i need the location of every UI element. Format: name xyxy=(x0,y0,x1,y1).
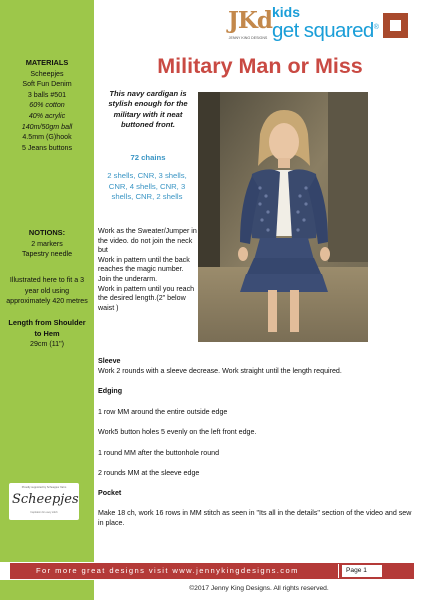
notions-heading: NOTIONS: xyxy=(28,228,66,237)
work-line: Join the underarm. xyxy=(98,274,158,283)
sleeve-heading: Sleeve xyxy=(98,357,121,365)
page-number: Page 1 xyxy=(346,567,367,574)
length-block xyxy=(4,318,90,350)
get-squared-text: get squared xyxy=(272,18,374,42)
notion-item: 2 markers xyxy=(31,239,63,248)
length-value: 29cm (11") xyxy=(30,340,64,349)
pocket-heading: Pocket xyxy=(98,489,122,497)
jkd-logo: JKd xyxy=(228,7,272,34)
sidebar xyxy=(0,0,94,600)
material-item: Scheepjes xyxy=(30,69,64,78)
material-item: 3 balls #501 xyxy=(27,90,67,99)
sponsor-subline: Inspiration for every stitch xyxy=(30,511,58,514)
scheepjes-logo-card xyxy=(9,483,79,520)
notions-block xyxy=(4,228,90,260)
edging-line: 2 rounds MM at the sleeve edge xyxy=(98,469,200,477)
materials-heading: MATERIALS xyxy=(25,58,69,67)
length-heading: Length from Shoulder to Hem xyxy=(8,318,86,338)
copyright: ©2017 Jenny King Designs. All rights reserved. xyxy=(189,585,329,592)
kids-logo-text: kids xyxy=(272,4,301,20)
footer-divider xyxy=(338,564,339,578)
girl-in-cardigan-photo xyxy=(198,92,368,342)
material-item: Soft Fun Denim xyxy=(22,80,72,89)
model-photo xyxy=(198,92,368,342)
edging-line: Work5 button holes 5 evenly on the left front edge. xyxy=(98,428,257,436)
material-item: 4.5mm (G)hook xyxy=(22,133,72,142)
edging-line: 1 round MM after the buttonhole round xyxy=(98,449,220,457)
trademark-mark: ® xyxy=(373,24,379,31)
brand-logo xyxy=(228,4,416,46)
material-item: 140m/50gm ball xyxy=(21,122,73,131)
edging-heading: Edging xyxy=(98,387,123,395)
work-instructions xyxy=(98,227,198,313)
get-squared-logo-text xyxy=(272,16,378,43)
pocket-text: Make 18 ch, work 16 rows in MM stitch as seen in "Its all in the details" section of the video and sew in place. xyxy=(98,509,412,527)
material-item: 5 Jeans buttons xyxy=(21,143,73,152)
edging-line: 1 row MM around the entire outside edge xyxy=(98,408,228,416)
work-line: Work in pattern until the back reaches the magic number. xyxy=(98,255,190,274)
intro-text: This navy cardigan is stylish enough for the military with it neat buttoned front. xyxy=(108,89,188,130)
sponsor-tagline: Proudly supported by Scheepjes Yarns xyxy=(21,486,67,489)
square-logo-inner xyxy=(390,20,401,31)
work-line: Work as the Sweater/Jumper in the video. do not join the neck but xyxy=(98,227,197,255)
scheepjes-logo: Scheepjes xyxy=(12,492,79,507)
chains-count: 72 chains xyxy=(130,153,166,162)
notion-item: Tapestry needle xyxy=(21,250,73,259)
materials-block xyxy=(4,58,90,153)
pattern-row: 2 shells, CNR, 3 shells, CNR, 4 shells, CNR, 3 shells, CNR, 2 shells xyxy=(107,171,187,202)
material-item: 40% acrylic xyxy=(28,111,66,120)
jkd-logo-subtitle: JENNY KING DESIGNS xyxy=(228,36,268,40)
sleeve-text: Work 2 rounds with a sleeve decrease. Work straight until the length required. xyxy=(98,367,342,375)
illustrated-note: Illustrated here to fit a 3 year old using approximately 420 metres xyxy=(6,276,88,306)
page-title: Military Man or Miss xyxy=(157,54,363,78)
material-item: 60% cotton xyxy=(29,101,65,110)
work-line: Work in pattern until you reach the desired length.(2" below waist ) xyxy=(98,284,195,312)
footer-promo: For more great designs visit www.jennykingdesigns.com xyxy=(36,566,299,575)
